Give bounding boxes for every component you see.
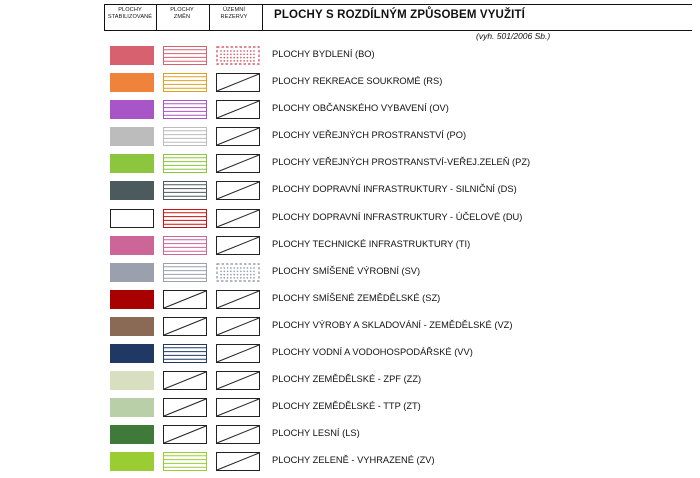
swatch-changes [163,344,207,363]
legend-subtitle: (vyh. 501/2006 Sb.) [476,31,551,41]
legend-row-label: PLOCHY DOPRAVNÍ INFRASTRUKTURY - ÚČELOVÉ (DU) [272,211,523,222]
swatch-stabilized [110,209,154,228]
swatch-reserve [216,154,260,173]
swatch-stabilized [110,344,154,363]
swatch-stabilized [110,371,154,390]
legend-row [0,259,700,286]
swatch-changes [163,398,207,417]
swatch-stabilized [110,100,154,119]
swatch-stabilized [110,236,154,255]
header-column-reserve [208,4,260,30]
swatch-stabilized [110,290,154,309]
swatch-changes [163,127,207,146]
swatch-changes [163,181,207,200]
swatch-changes [163,290,207,309]
swatch-reserve [216,236,260,255]
legend-row-label: PLOCHY VEŘEJNÝCH PROSTRANSTVÍ (PO) [272,130,467,141]
swatch-stabilized [110,46,154,65]
legend-row-label: PLOCHY OBČANSKÉHO VYBAVENÍ (OV) [272,103,449,114]
swatch-changes [163,209,207,228]
swatch-changes [163,425,207,444]
swatch-stabilized [110,425,154,444]
legend-row-label: PLOCHY VEŘEJNÝCH PROSTRANSTVÍ-VEŘEJ.ZELEŇ (PZ) [272,157,531,168]
swatch-stabilized [110,154,154,173]
swatch-stabilized [110,398,154,417]
swatch-reserve [216,263,260,282]
header-columns [104,4,262,30]
legend-row [0,150,700,177]
legend-row [0,96,700,123]
legend-row [0,232,700,259]
legend-row-label: PLOCHY ZEMĚDĚLSKÉ - ZPF (ZZ) [272,374,422,385]
swatch-changes [163,100,207,119]
swatch-changes [163,46,207,65]
swatch-changes [163,73,207,92]
legend-row [0,42,700,69]
legend-row-label: PLOCHY ZELENĚ - VYHRAZENÉ (ZV) [272,455,435,466]
legend-row-label: PLOCHY TECHNICKÉ INFRASTRUKTURY (TI) [272,238,471,249]
legend-row [0,394,700,421]
swatch-stabilized [110,452,154,471]
header-rule-bottom [104,30,692,31]
header-divider-3 [262,4,263,30]
legend-row [0,69,700,96]
swatch-changes [163,263,207,282]
legend-row [0,177,700,204]
legend-title: PLOCHY S ROZDÍLNÝM ZPŮSOBEM VYUŽITÍ [274,9,526,21]
swatch-reserve [216,344,260,363]
legend-row-label: PLOCHY DOPRAVNÍ INFRASTRUKTURY - SILNIČNÍ (DS) [272,184,517,195]
legend-row-label: PLOCHY SMÍŠENÉ ZEMĚDĚLSKÉ (SZ) [272,292,441,303]
swatch-reserve [216,290,260,309]
swatch-reserve [216,100,260,119]
swatch-reserve [216,73,260,92]
legend-row-label: PLOCHY VODNÍ A VODOHOSPODÁŘSKÉ (VV) [272,347,473,358]
legend-row-label: PLOCHY VÝROBY A SKLADOVÁNÍ - ZEMĚDĚLSKÉ (VZ) [272,319,513,330]
swatch-reserve [216,398,260,417]
swatch-stabilized [110,181,154,200]
swatch-stabilized [110,73,154,92]
swatch-reserve [216,317,260,336]
header-column-reserve-line1: ÚZEMNÍ [222,7,246,13]
legend-row [0,286,700,313]
legend-header [104,4,692,30]
swatch-reserve [216,371,260,390]
swatch-reserve [216,127,260,146]
header-column-stabilized [104,4,156,30]
legend-row [0,313,700,340]
swatch-reserve [216,46,260,65]
legend-row [0,340,700,367]
header-column-changes-line1: PLOCHY [170,7,194,13]
legend-row-label: PLOCHY SMÍŠENÉ VÝROBNÍ (SV) [272,265,421,276]
swatch-reserve [216,452,260,471]
legend-row [0,123,700,150]
header-column-changes [156,4,208,30]
swatch-reserve [216,209,260,228]
swatch-stabilized [110,263,154,282]
swatch-changes [163,236,207,255]
swatch-changes [163,371,207,390]
legend-row-label: PLOCHY LESNÍ (LS) [272,428,360,439]
legend-row-label: PLOCHY ZEMĚDĚLSKÉ - TTP (ZT) [272,401,421,412]
legend-row [0,367,700,394]
legend-row-label: PLOCHY BYDLENÍ (BO) [272,49,375,59]
legend-row [0,421,700,448]
legend-rows [0,42,700,476]
swatch-changes [163,154,207,173]
legend-row-label: PLOCHY REKREACE SOUKROMÉ (RS) [272,76,443,87]
header-column-stabilized-line2: STABILIZOVANÉ [107,14,153,20]
legend-row [0,448,700,475]
swatch-stabilized [110,317,154,336]
header-column-stabilized-line1: PLOCHY [118,7,142,13]
legend-row [0,205,700,232]
swatch-reserve [216,181,260,200]
header-column-reserve-line2: REZERVY [220,14,248,20]
swatch-changes [163,452,207,471]
swatch-changes [163,317,207,336]
swatch-stabilized [110,127,154,146]
swatch-reserve [216,425,260,444]
header-column-changes-line2: ZMĚN [173,14,191,20]
